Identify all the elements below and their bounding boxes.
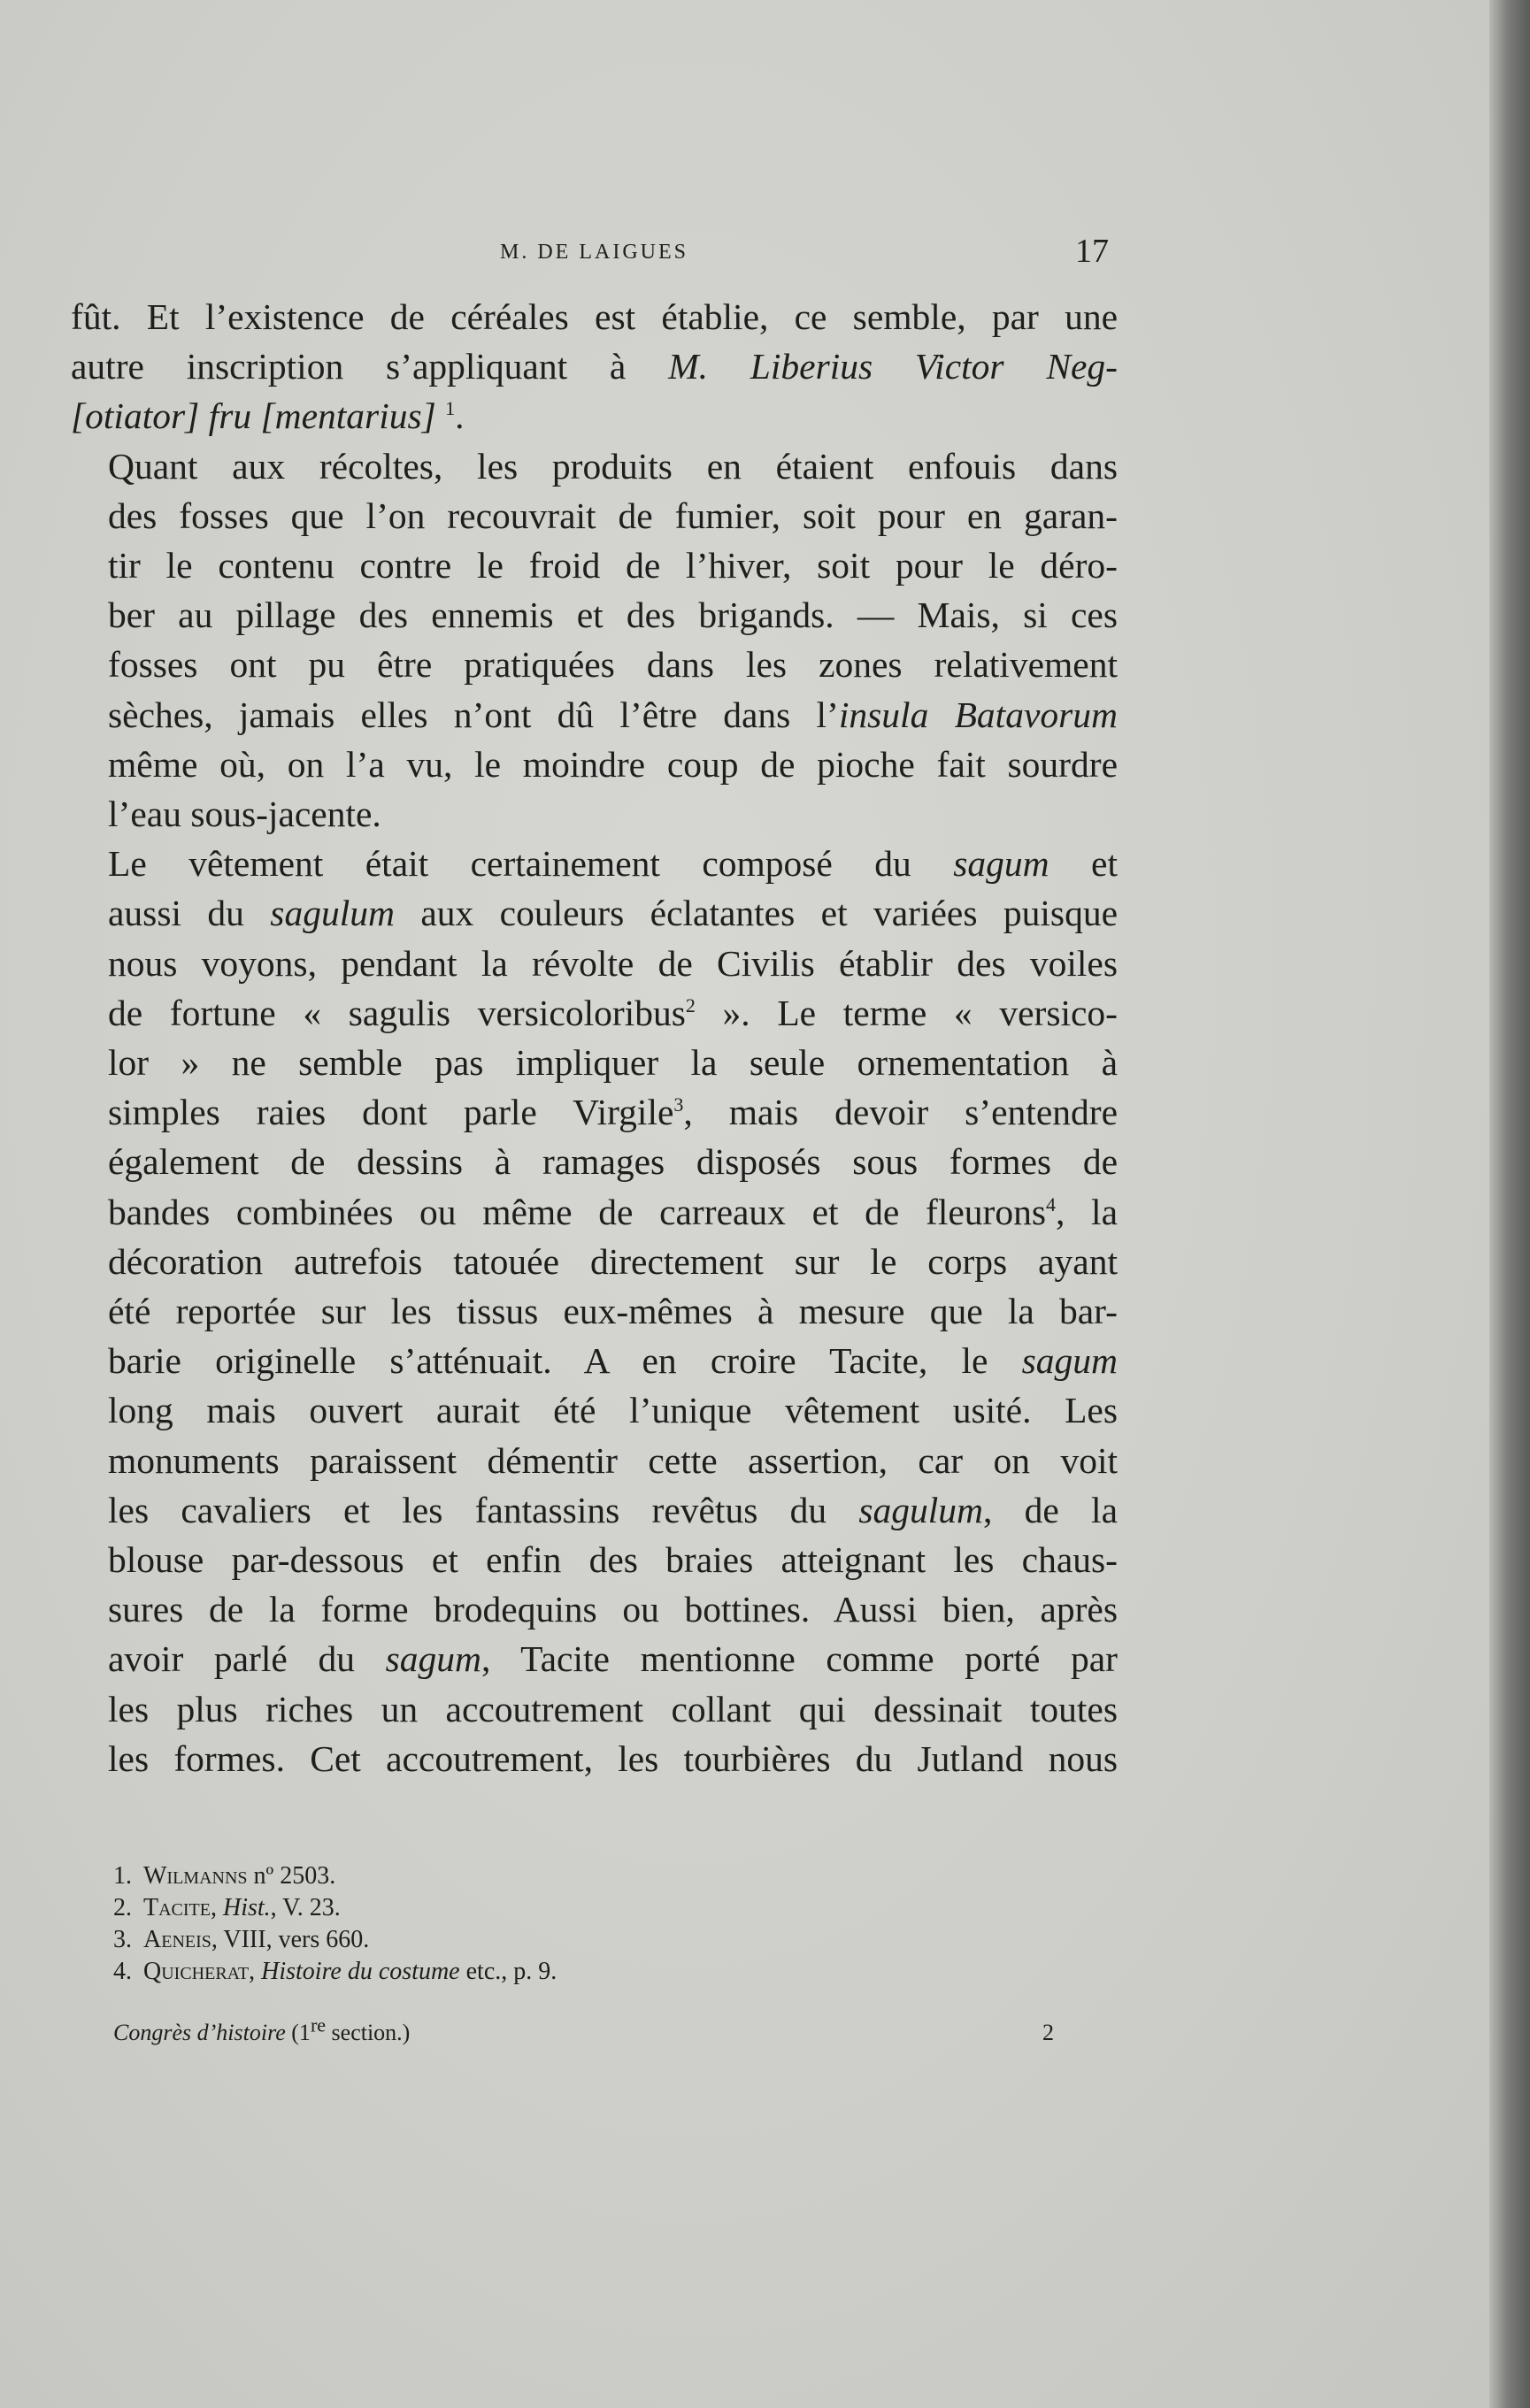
text-line: tir le contenu contre le froid de l’hiver, soit pour le déro- — [108, 545, 1118, 587]
text-line: Quant aux récoltes, les produits en étaient enfouis dans — [108, 445, 1118, 487]
footnote-ref: 4 — [1046, 1192, 1056, 1216]
text-line: nous voyons, pendant la révolte de Civilis établir des voiles — [108, 942, 1118, 984]
text-line: l’eau sous-jacente. — [108, 794, 381, 835]
text-line: ber au pillage des ennemis et des brigands. — Mais, si ces — [108, 594, 1118, 636]
paragraph-1 — [71, 292, 1118, 441]
text-line: sèches, jamais elles n’ont dû l’être dans l’insula Batavorum — [108, 694, 1118, 735]
text-line: autre inscription s’appliquant à M. Liberius Victor Neg- — [71, 346, 1118, 387]
text-line: blouse par-dessous et enfin des braies atteignant les chaus- — [108, 1539, 1118, 1581]
text-line: été reportée sur les tissus eux-mêmes à mesure que la bar- — [108, 1291, 1118, 1332]
footnote-ref: 3 — [673, 1093, 684, 1116]
footnote: 2. Tacite, Hist., V. 23. — [113, 1894, 341, 1921]
running-head — [0, 232, 1530, 276]
text-line: lor » ne semble pas impliquer la seule ornementation à — [108, 1042, 1118, 1084]
page-number: 17 — [1075, 233, 1109, 270]
text-line: de fortune « sagulis versicoloribus$^2$ ». Le terme « versico- — [108, 992, 1118, 1033]
text-line: bandes combinées ou même de carreaux et de fleurons$^4$, la — [108, 1191, 1118, 1232]
text-line: simples raies dont parle Virgile$^3$, mais devoir s’entendre — [108, 1092, 1118, 1133]
paragraph-2 — [71, 441, 1118, 840]
page-footer — [113, 2013, 1087, 2055]
footnote: 3. Aeneis, VIII, vers 660. — [113, 1926, 370, 1953]
footnote-ref: 2 — [685, 994, 696, 1017]
text-line: également de dessins à ramages disposés sous formes de — [108, 1141, 1118, 1183]
text-line: [otiator] fru [mentarius] $^1$. — [71, 395, 465, 437]
paragraph-3 — [71, 839, 1118, 1783]
text-line: long mais ouvert aurait été l’unique vêtement usité. Les — [108, 1390, 1118, 1431]
text-line: barie originelle s’atténuait. A en croire Tacite, le sagum — [108, 1340, 1118, 1382]
footnote: 4. Quicherat, Histoire du costume etc., p. 9. — [113, 1958, 557, 1985]
text-line: décoration autrefois tatouée directement sur le corps ayant — [108, 1240, 1118, 1282]
text-line: les cavaliers et les fantassins revêtus du sagulum, de la — [108, 1489, 1118, 1530]
text-line: avoir parlé du sagum, Tacite mentionne comme porté par — [108, 1638, 1118, 1680]
body-text — [71, 292, 1118, 1783]
footnote-ref: 1 — [445, 397, 456, 420]
text-line: des fosses que l’on recouvrait de fumier, soit pour en garan- — [108, 495, 1118, 536]
running-head-title: M. DE LAIGUES — [500, 241, 688, 264]
text-line: monuments paraissent démentir cette assertion, car on voit — [108, 1439, 1118, 1481]
footnotes — [113, 1860, 1087, 1988]
text-line: sures de la forme brodequins ou bottines. Aussi bien, après — [108, 1589, 1118, 1630]
text-line: fût. Et l’existence de céréales est établie, ce semble, par une — [71, 296, 1118, 337]
footer-source: Congrès d’histoire (1re section.) — [113, 2013, 411, 2045]
footnote: 1. Wilmanns nº 2503. — [113, 1862, 336, 1890]
text-line: fosses ont pu être pratiquées dans les zones relativement — [108, 644, 1118, 686]
signature-mark: 2 — [1042, 2020, 1054, 2045]
text-line: Le vêtement était certainement composé du sagum et — [108, 843, 1118, 885]
text-line: les formes. Cet accoutrement, les tourbières du Jutland nous — [108, 1737, 1118, 1779]
page-edge-shadow — [1489, 0, 1530, 2408]
text-line: les plus riches un accoutrement collant qui dessinait toutes — [108, 1688, 1118, 1729]
text-line: même où, on l’a vu, le moindre coup de pioche fait sourdre — [108, 743, 1118, 785]
text-line: aussi du sagulum aux couleurs éclatantes et variées puisque — [108, 893, 1118, 934]
